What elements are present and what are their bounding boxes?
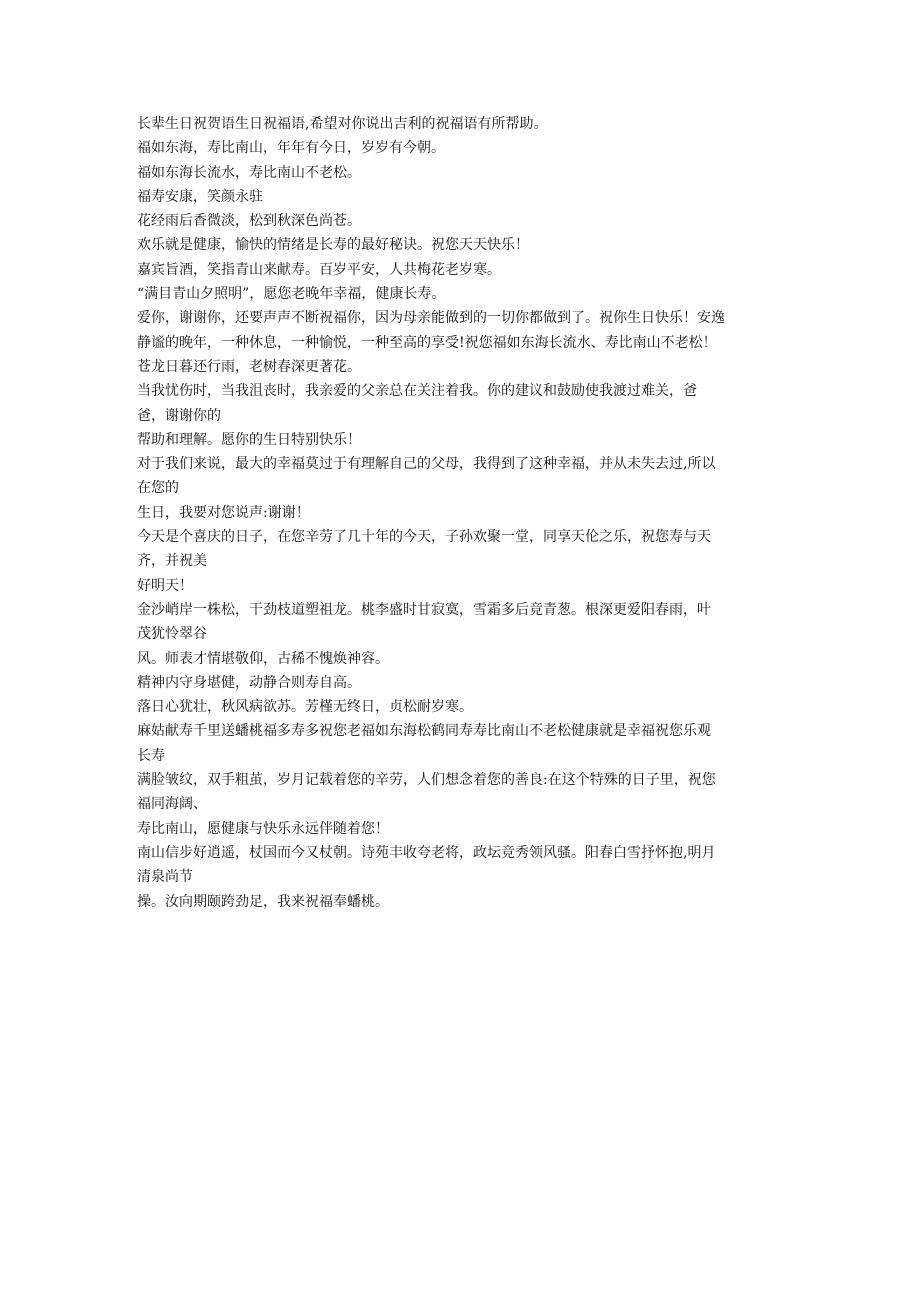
- text-line: 南山信步好逍遥，杖国而今又杖朝。诗苑丰收夸老将，政坛竞秀领风骚。阳春白雪抒怀抱,明月: [137, 844, 716, 861]
- text-line: 欢乐就是健康，愉快的情绪是长寿的最好秘诀。祝您天天快乐！: [137, 237, 529, 254]
- text-line: 福如东海，寿比南山，年年有今日，岁岁有今朝。: [137, 140, 445, 157]
- text-line: 寿比南山，愿健康与快乐永远伴随着您！: [137, 820, 389, 837]
- text-line: 嘉宾旨酒，笑指青山来献寿。百岁平安，人共梅花老岁寒。: [137, 261, 501, 278]
- text-line: 清泉尚节: [137, 869, 193, 886]
- text-line: 落日心犹壮，秋风病欲苏。芳槿无终日，贞松耐岁寒。: [137, 699, 473, 716]
- text-line: 当我忧伤时，当我沮丧时，我亲爱的父亲总在关注着我。你的建议和鼓励使我渡过难关，爸: [137, 383, 697, 400]
- text-line: 苍龙日暮还行雨，老树春深更著花。: [137, 358, 361, 375]
- text-line: 生日，我要对您说声:谢谢！: [137, 504, 310, 521]
- text-line: 在您的: [137, 480, 179, 497]
- text-line: 精神内守身堪健，动静合则寿自高。: [137, 674, 361, 691]
- text-line: 风。师表才情堪敬仰，古稀不愧焕神容。: [137, 650, 389, 667]
- text-line: 福寿安康，笑颜永驻: [137, 188, 263, 205]
- text-line: 花经雨后香微淡，松到秋深色尚苍。: [137, 213, 361, 230]
- text-line: 操。汝向期颐跨劲足，我来祝福奉蟠桃。: [137, 893, 389, 910]
- text-line: 长辈生日祝贺语生日祝福语,希望对你说出吉利的祝福语有所帮助。: [137, 116, 548, 132]
- text-line: 福如东海长流水，寿比南山不老松。: [137, 164, 361, 181]
- document-body: [137, 112, 787, 914]
- text-line: 对于我们来说，最大的幸福莫过于有理解自己的父母，我得到了这种幸福，并从未失去过,所以: [137, 456, 716, 473]
- text-line: 齐，并祝美: [137, 553, 207, 570]
- text-line: 静谧的晚年，一种休息，一种愉悦，一种至高的享受!祝您福如东海长流水、寿比南山不老松！: [137, 334, 717, 351]
- text-line: 帮助和理解。愿你的生日特别快乐！: [137, 431, 361, 448]
- text-line: 爱你，谢谢你，还要声声不断祝福你，因为母亲能做到的一切你都做到了。祝你生日快乐！安逸: [137, 310, 725, 327]
- text-line: 麻姑献寿千里送蟠桃福多寿多祝您老福如东海松鹤同寿寿比南山不老松健康就是幸福祝您乐观: [137, 723, 711, 740]
- text-line: 茂犹怜翠谷: [137, 626, 207, 643]
- text-line: 金沙峭岸一株松，干劲枝道塑祖龙。桃李盛时甘寂寞，雪霜多后竞青葱。根深更爱阳春雨，叶: [137, 601, 711, 618]
- text-line: “满目青山夕照明”，愿您老晚年幸福，健康长寿。: [137, 286, 446, 303]
- text-line: 今天是个喜庆的日子，在您辛劳了几十年的今天，子孙欢聚一堂，同享天伦之乐，祝您寿与天: [137, 529, 711, 546]
- text-line: 长寿: [137, 747, 165, 764]
- text-line: 福同海阔、: [137, 796, 207, 813]
- text-line: 爸，谢谢你的: [137, 407, 221, 424]
- text-line: 好明天！: [137, 577, 193, 594]
- text-line: 满脸皱纹，双手粗茧，岁月记载着您的辛劳，人们想念着您的善良:在这个特殊的日子里，祝您: [137, 772, 716, 789]
